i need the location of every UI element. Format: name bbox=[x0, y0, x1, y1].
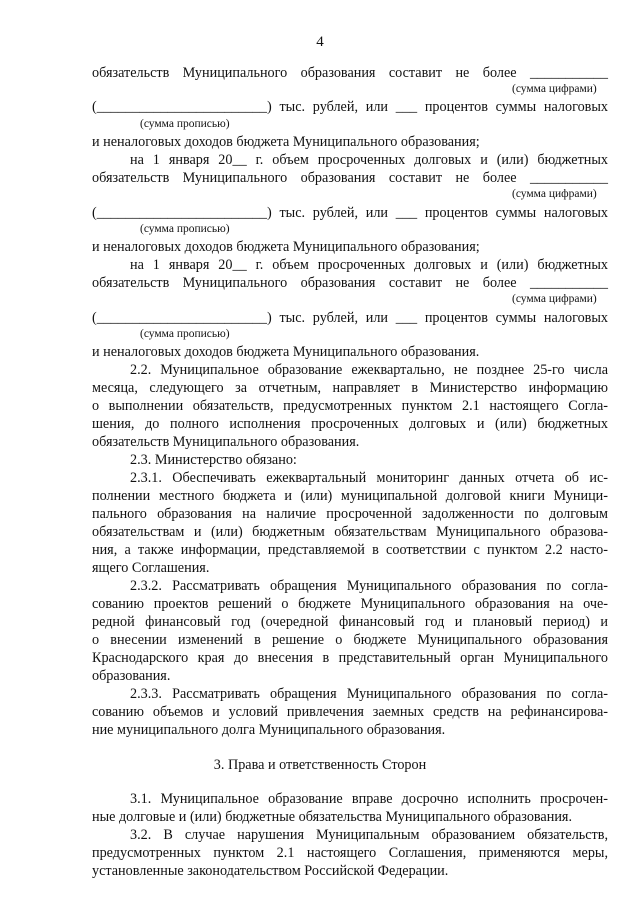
text-line: и неналоговых доходов бюджета Муниципального образования; bbox=[92, 239, 480, 255]
paragraph-line: шения, до полного исполнения просроченных долговых и (или) бюджетных bbox=[92, 416, 608, 432]
paragraph-line: обязательств Муниципального образования. bbox=[92, 434, 360, 450]
text-line: (________________________) тыс. рублей, или ___ процентов суммы налоговых bbox=[92, 310, 608, 326]
paragraph-line: ния, а также информации, представляемой в соответствии с пунктом 2.2 насто- bbox=[92, 542, 608, 558]
paragraph-line: полнении местного бюджета и (или) муниципальной долговой книги Муници- bbox=[92, 488, 608, 504]
paragraph-line: сованию проектов решений о бюджете Муниципального образования на оче- bbox=[92, 596, 608, 612]
text-line: обязательств Муниципального образования составит не более ___________ bbox=[92, 65, 608, 81]
paragraph-line: 2.3. Министерство обязано: bbox=[130, 452, 297, 468]
field-caption-words: (сумма прописью) bbox=[140, 223, 230, 235]
field-caption-digits: (сумма цифрами) bbox=[512, 83, 597, 95]
paragraph-line: предусмотренных пунктом 2.1 настоящего Соглашения, применяются меры, bbox=[92, 845, 608, 861]
text-line: и неналоговых доходов бюджета Муниципального образования; bbox=[92, 134, 480, 150]
paragraph-line: обязательствам и (или) бюджетным обязательствам Муниципального образова- bbox=[92, 524, 608, 540]
paragraph-line: 3.1. Муниципальное образование вправе досрочно исполнить просрочен- bbox=[130, 791, 608, 807]
field-caption-words: (сумма прописью) bbox=[140, 118, 230, 130]
paragraph-line: 2.3.2. Рассматривать обращения Муниципального образования по согла- bbox=[130, 578, 608, 594]
paragraph-line: ние муниципального долга Муниципального образования. bbox=[92, 722, 446, 738]
paragraph-line: 2.3.1. Обеспечивать ежеквартальный мониторинг данных отчета об ис- bbox=[130, 470, 608, 486]
field-caption-digits: (сумма цифрами) bbox=[512, 188, 597, 200]
text-line: и неналоговых доходов бюджета Муниципального образования. bbox=[92, 344, 480, 360]
section-heading: 3. Права и ответственность Сторон bbox=[213, 757, 427, 773]
paragraph-line: 3.2. В случае нарушения Муниципальным образованием обязательств, bbox=[130, 827, 608, 843]
text-line: обязательств Муниципального образования составит не более ___________ bbox=[92, 170, 608, 186]
paragraph-line: о выполнении обязательств, предусмотренных пунктом 2.1 настоящего Согла- bbox=[92, 398, 608, 414]
paragraph-line: редной финансовый год (очередной финансовый год и плановый период) и bbox=[92, 614, 608, 630]
paragraph-line: 2.3.3. Рассматривать обращения Муниципального образования по согла- bbox=[130, 686, 608, 702]
paragraph-line: Краснодарского края до внесения в представительный орган Муниципального bbox=[92, 650, 608, 666]
text-line: на 1 января 20__ г. объем просроченных долговых и (или) бюджетных bbox=[130, 257, 608, 273]
text-line: (________________________) тыс. рублей, или ___ процентов суммы налоговых bbox=[92, 99, 608, 115]
paragraph-line: ные долговые и (или) бюджетные обязательства Муниципального образования. bbox=[92, 809, 572, 825]
paragraph-line: ящего Соглашения. bbox=[92, 560, 210, 576]
paragraph-line: о внесении изменений в решение о бюджете Муниципального образования bbox=[92, 632, 608, 648]
text-line: (________________________) тыс. рублей, или ___ процентов суммы налоговых bbox=[92, 205, 608, 221]
text-line: обязательств Муниципального образования составит не более ___________ bbox=[92, 275, 608, 291]
paragraph-line: 2.2. Муниципальное образование ежеквартально, не позднее 25-го числа bbox=[130, 362, 608, 378]
paragraph-line: образования. bbox=[92, 668, 171, 684]
paragraph-line: установленные законодательством Российской Федерации. bbox=[92, 863, 449, 879]
text-line: на 1 января 20__ г. объем просроченных долговых и (или) бюджетных bbox=[130, 152, 608, 168]
paragraph-line: сованию объемов и условий привлечения заемных средств на рефинансирова- bbox=[92, 704, 608, 720]
paragraph-line: месяца, следующего за отчетным, направляет в Министерство информацию bbox=[92, 380, 608, 396]
field-caption-words: (сумма прописью) bbox=[140, 328, 230, 340]
field-caption-digits: (сумма цифрами) bbox=[512, 293, 597, 305]
page-number: 4 bbox=[316, 34, 324, 50]
paragraph-line: пального образования на наличие просроченной задолженности по долговым bbox=[92, 506, 608, 522]
